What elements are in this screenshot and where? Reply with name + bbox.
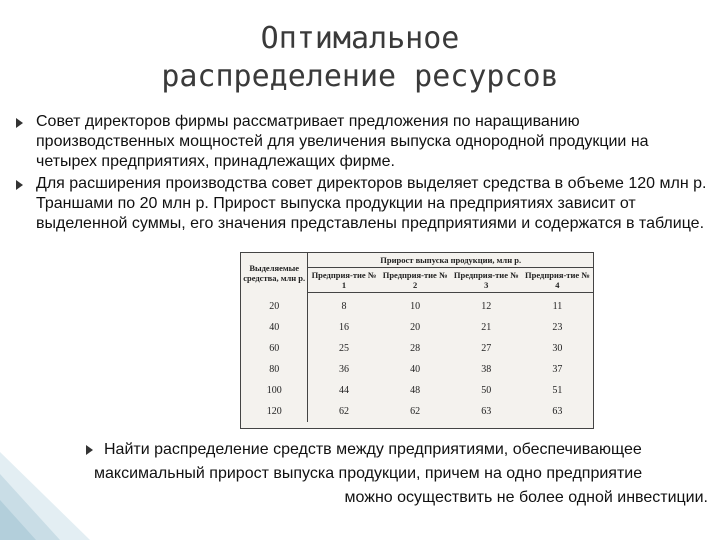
bullet-text: Для расширения производства совет директоров выделяет средства в объеме 120 млн р. Траншами по 20 млн р. Прирост выпуска продукции на предприятиях зависит от выделенной суммы, его значения представлены предприятиями и содержатся в таблице. bbox=[36, 175, 707, 232]
table-header-funds: Выделяемые средства, млн р. bbox=[241, 253, 308, 293]
task-line-1 bbox=[82, 438, 712, 462]
table-cell: 25 bbox=[338, 343, 349, 354]
table-cell: 120 bbox=[241, 401, 308, 422]
table-cell: 16 bbox=[338, 322, 349, 333]
table-cell: 30 bbox=[552, 343, 563, 354]
table-row bbox=[241, 293, 593, 318]
table-header-cell: Предприя-тие № 4 bbox=[522, 268, 593, 293]
table-row bbox=[241, 359, 593, 380]
table-cell: 63 bbox=[552, 406, 563, 417]
table-row bbox=[241, 317, 593, 338]
table-cell: 51 bbox=[552, 385, 563, 396]
table-cell: 50 bbox=[481, 385, 492, 396]
bullet-arrow-icon bbox=[16, 118, 23, 128]
table-cell: 100 bbox=[241, 380, 308, 401]
title-line-1: Оптимальное bbox=[260, 21, 460, 56]
table-cell: 21 bbox=[481, 322, 492, 333]
table-row bbox=[241, 401, 593, 422]
table-cell: 28 bbox=[410, 343, 421, 354]
table-row bbox=[241, 338, 593, 359]
task-line-3: можно осуществить не более одной инвестиции. bbox=[344, 489, 708, 506]
table-cell: 8 bbox=[341, 301, 347, 312]
bullet-item bbox=[12, 112, 712, 172]
task-line-2: максимальный прирост выпуска продукции, причем на одно предприятие bbox=[94, 465, 643, 482]
table-cell: 20 bbox=[241, 293, 308, 318]
table-header-cell: Предприя-тие № 2 bbox=[380, 268, 451, 293]
table-cell: 62 bbox=[410, 406, 421, 417]
table-cell: 38 bbox=[481, 364, 492, 375]
table-cell: 36 bbox=[338, 364, 349, 375]
table-cell: 23 bbox=[552, 322, 563, 333]
data-table bbox=[240, 252, 594, 429]
title-line-2: распределение ресурсов bbox=[161, 59, 559, 94]
task-line-1-text: Найти распределение средств между предприятиями, обеспечивающее bbox=[104, 441, 642, 458]
task-text bbox=[82, 438, 712, 510]
slide-title bbox=[0, 20, 720, 96]
table-cell: 10 bbox=[410, 301, 421, 312]
table-cell: 37 bbox=[552, 364, 563, 375]
table-cell: 63 bbox=[481, 406, 492, 417]
bullet-item bbox=[12, 174, 712, 234]
table-cell: 27 bbox=[481, 343, 492, 354]
table-row bbox=[241, 380, 593, 401]
table-cell: 44 bbox=[338, 385, 349, 396]
table-cell: 40 bbox=[410, 364, 421, 375]
table-cell: 20 bbox=[410, 322, 421, 333]
table-cell: 48 bbox=[410, 385, 421, 396]
bullet-list bbox=[12, 112, 712, 236]
table-header-group: Прирост выпуска продукции, млн р. bbox=[308, 253, 593, 268]
table-cell: 40 bbox=[241, 317, 308, 338]
table-header-cell: Предприя-тие № 3 bbox=[451, 268, 522, 293]
bullet-arrow-icon bbox=[16, 180, 23, 190]
corner-decoration bbox=[0, 452, 90, 540]
bullet-text: Совет директоров фирмы рассматривает предложения по наращиванию производственных мощностей для увеличения выпуска однородной продукции на четырех предприятиях, принадлежащих фирме. bbox=[36, 113, 649, 170]
table-cell: 12 bbox=[481, 301, 492, 312]
table-cell: 11 bbox=[552, 301, 563, 312]
table-cell: 80 bbox=[241, 359, 308, 380]
table-header-cell: Предприя-тие № 1 bbox=[308, 268, 380, 293]
table-cell: 62 bbox=[338, 406, 349, 417]
table-cell: 60 bbox=[241, 338, 308, 359]
